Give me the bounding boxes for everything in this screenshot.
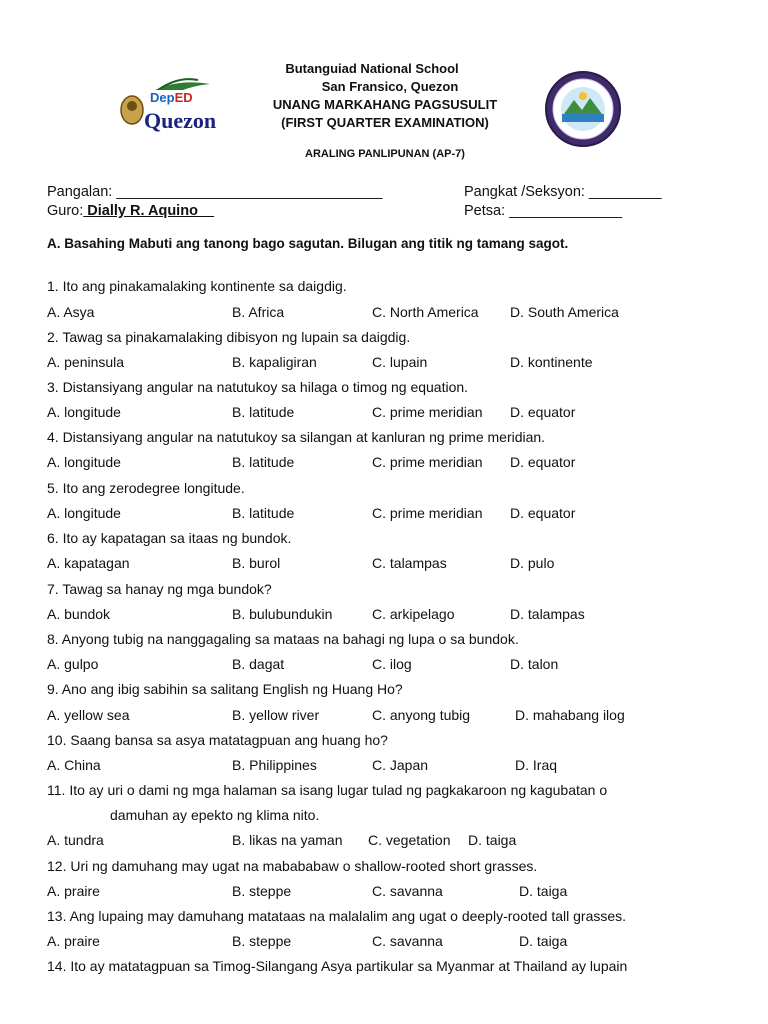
question: 7. Tawag sa hanay ng mga bundok? xyxy=(47,581,272,597)
option-a[interactable]: A. gulpo xyxy=(47,656,99,672)
option-b[interactable]: B. likas na yaman xyxy=(232,832,343,848)
svg-text:DepED: DepED xyxy=(150,90,193,105)
option-c[interactable]: C. lupain xyxy=(372,354,428,370)
option-a[interactable]: A. longitude xyxy=(47,404,121,420)
question-continuation: damuhan ay epekto ng klima nito. xyxy=(110,807,320,823)
question: 1. Ito ang pinakamalaking kontinente sa daigdig. xyxy=(47,278,347,294)
teacher-field xyxy=(47,203,214,219)
option-b[interactable]: B. burol xyxy=(232,555,281,571)
question: 6. Ito ay kapatagan sa itaas ng bundok. xyxy=(47,530,292,546)
option-c[interactable]: C. talampas xyxy=(372,555,447,571)
option-d[interactable]: D. equator xyxy=(510,454,576,470)
option-d[interactable]: D. taiga xyxy=(468,832,517,848)
exam-title-tagalog: UNANG MARKAHANG PAGSUSULIT xyxy=(272,97,498,112)
svg-text:Quezon: Quezon xyxy=(144,108,217,133)
option-a[interactable]: A. longitude xyxy=(47,505,121,521)
question: 10. Saang bansa sa asya matatagpuan ang huang ho? xyxy=(47,732,388,748)
school-name: Butanguiad National School xyxy=(285,61,459,76)
option-c[interactable]: C. prime meridian xyxy=(372,454,483,470)
option-a[interactable]: A. peninsula xyxy=(47,354,125,370)
option-a[interactable]: A. bundok xyxy=(47,606,111,622)
option-c[interactable]: C. savanna xyxy=(372,883,443,899)
exam-title-english: (FIRST QUARTER EXAMINATION) xyxy=(281,115,489,130)
option-b[interactable]: B. latitude xyxy=(232,404,295,420)
option-c[interactable]: C. vegetation xyxy=(368,832,451,848)
option-d[interactable]: D. equator xyxy=(510,505,576,521)
option-a[interactable]: A. longitude xyxy=(47,454,121,470)
question: 8. Anyong tubig na nanggagaling sa mataas na bahagi ng lupa o sa bundok. xyxy=(47,631,519,647)
option-a[interactable]: A. tundra xyxy=(47,832,104,848)
option-b[interactable]: B. latitude xyxy=(232,454,295,470)
option-d[interactable]: D. Iraq xyxy=(515,757,558,773)
option-c[interactable]: C. arkipelago xyxy=(372,606,455,622)
subject-title: ARALING PANLIPUNAN (AP-7) xyxy=(305,148,465,160)
option-d[interactable]: D. talampas xyxy=(510,606,585,622)
question: 9. Ano ang ibig sabihin sa salitang English ng Huang Ho? xyxy=(47,681,403,697)
option-d[interactable]: D. taiga xyxy=(519,933,568,949)
instructions: A. Basahing Mabuti ang tanong bago sagutan. Bilugan ang titik ng tamang sagot. xyxy=(47,236,569,251)
question: 5. Ito ang zerodegree longitude. xyxy=(47,480,245,496)
option-a[interactable]: A. China xyxy=(47,757,101,773)
option-c[interactable]: C. prime meridian xyxy=(372,505,483,521)
option-b[interactable]: B. yellow river xyxy=(232,707,320,723)
option-a[interactable]: A. Asya xyxy=(47,304,95,320)
school-seal xyxy=(544,70,622,148)
name-field[interactable]: Pangalan: _________________________________ xyxy=(47,184,383,200)
option-a[interactable]: A. kapatagan xyxy=(47,555,130,571)
option-c[interactable]: C. Japan xyxy=(372,757,429,773)
section-field[interactable]: Pangkat /Seksyon: _________ xyxy=(464,184,662,200)
option-b[interactable]: B. bulubundukin xyxy=(232,606,333,622)
option-b[interactable]: B. dagat xyxy=(232,656,285,672)
teacher-label: Guro: xyxy=(47,203,84,219)
option-b[interactable]: B. steppe xyxy=(232,933,292,949)
question: 2. Tawag sa pinakamalaking dibisyon ng lupain sa daigdig. xyxy=(47,329,411,345)
question: 13. Ang lupaing may damuhang matataas na malalalim ang ugat o deeply-rooted tall grasses. xyxy=(47,908,627,924)
option-b[interactable]: B. Philippines xyxy=(232,757,317,773)
option-d[interactable]: D. equator xyxy=(510,404,576,420)
option-d[interactable]: D. kontinente xyxy=(510,354,593,370)
option-c[interactable]: C. North America xyxy=(372,304,479,320)
deped-quezon-logo xyxy=(118,76,218,140)
option-d[interactable]: D. mahabang ilog xyxy=(515,707,625,723)
option-b[interactable]: B. latitude xyxy=(232,505,295,521)
question: 11. Ito ay uri o dami ng mga halaman sa isang lugar tulad ng pagkakaroon ng kagubatan o xyxy=(47,782,608,798)
teacher-value: Dially R. Aquino__ xyxy=(83,203,215,219)
question: 12. Uri ng damuhang may ugat na mabababaw o shallow-rooted short grasses. xyxy=(47,858,538,874)
option-c[interactable]: C. savanna xyxy=(372,933,443,949)
option-a[interactable]: A. yellow sea xyxy=(47,707,130,723)
school-location: San Fransico, Quezon xyxy=(321,79,459,94)
option-c[interactable]: C. ilog xyxy=(372,656,412,672)
option-d[interactable]: D. taiga xyxy=(519,883,568,899)
option-d[interactable]: D. talon xyxy=(510,656,559,672)
option-b[interactable]: B. steppe xyxy=(232,883,292,899)
date-field[interactable]: Petsa: ______________ xyxy=(464,203,623,219)
option-a[interactable]: A. praire xyxy=(47,933,100,949)
option-b[interactable]: B. kapaligiran xyxy=(232,354,317,370)
question: 4. Distansiyang angular na natutukoy sa silangan at kanluran ng prime meridian. xyxy=(47,429,546,445)
option-b[interactable]: B. Africa xyxy=(232,304,285,320)
option-d[interactable]: D. South America xyxy=(510,304,619,320)
option-c[interactable]: C. prime meridian xyxy=(372,404,483,420)
option-a[interactable]: A. praire xyxy=(47,883,100,899)
question: 14. Ito ay matatagpuan sa Timog-Silangang Asya partikular sa Myanmar at Thailand ay lupain xyxy=(47,958,628,974)
option-d[interactable]: D. pulo xyxy=(510,555,555,571)
question: 3. Distansiyang angular na natutukoy sa hilaga o timog ng equation. xyxy=(47,379,469,395)
option-c[interactable]: C. anyong tubig xyxy=(372,707,471,723)
